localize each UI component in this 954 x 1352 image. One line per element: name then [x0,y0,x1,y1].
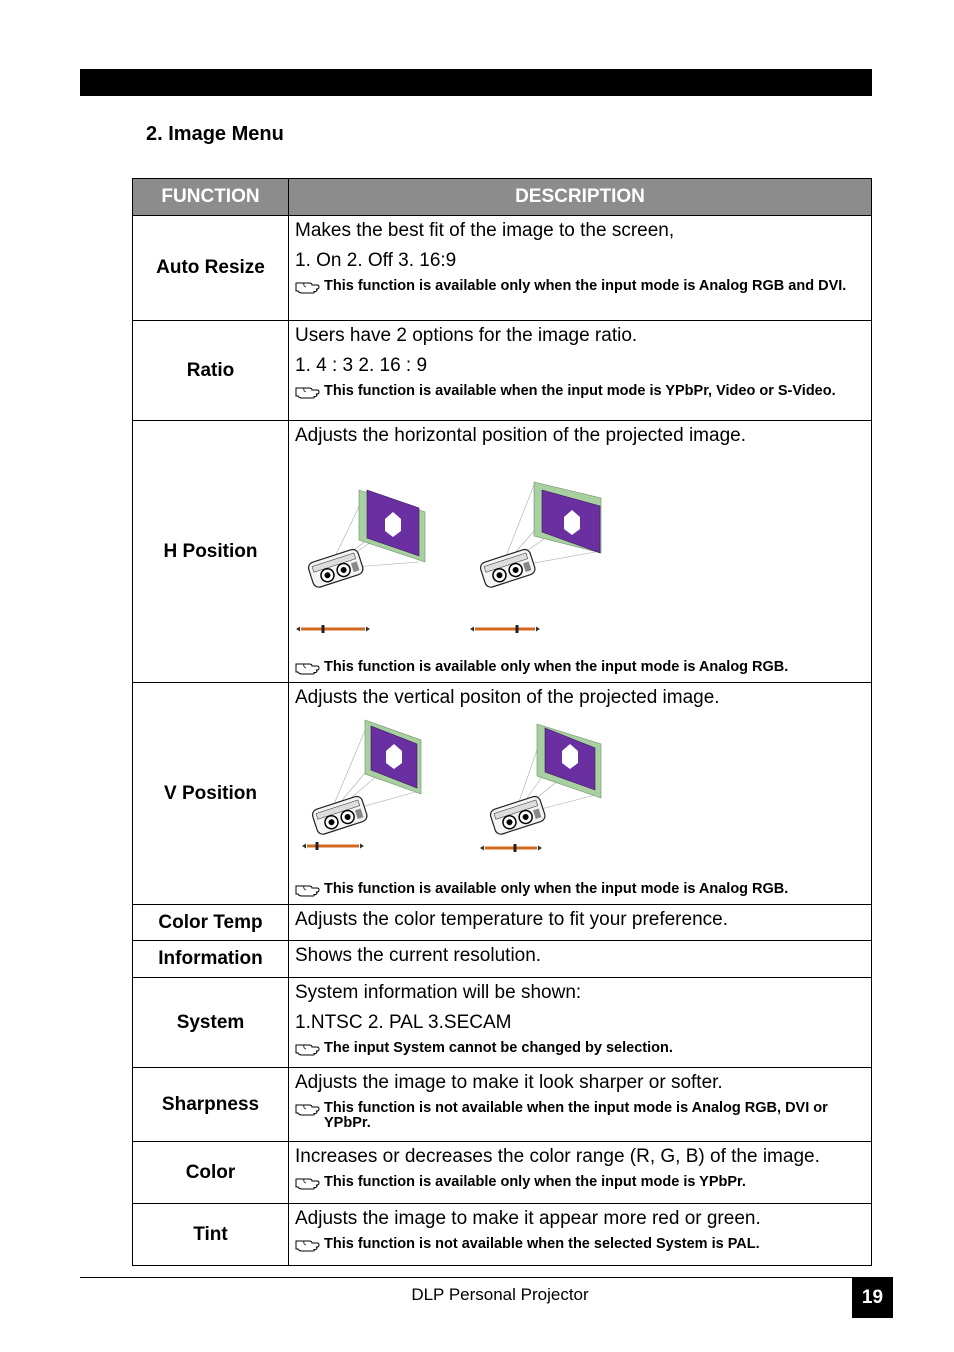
pointing-hand-icon [295,1237,321,1256]
function-name: Information [133,941,289,978]
description-line: Increases or decreases the color range (R, G, B) of the image. [295,1146,820,1167]
table-header-row [133,179,872,216]
function-name: H Position [133,421,289,683]
illustration [295,716,867,876]
h-position-illustration [289,454,864,654]
table-row [133,905,872,941]
function-name: Color Temp [133,905,289,941]
note [295,1041,867,1060]
table-row [133,683,872,905]
note-text: This function is available only when the input mode is Analog RGB. [324,881,789,897]
image-menu-table [132,178,872,1266]
note [295,882,867,901]
note-text: This function is available only when the input mode is Analog RGB and DVI. [324,278,847,294]
table-row [133,1142,872,1204]
pointing-hand-icon [295,1041,321,1060]
pointing-hand-icon [295,384,321,403]
column-header-description: DESCRIPTION [289,179,872,216]
pointing-hand-icon [295,1101,321,1120]
function-name: Tint [133,1204,289,1266]
table-row [133,1068,872,1142]
note [295,660,867,679]
function-description [289,421,872,683]
description-line: Adjusts the image to make it appear more red or green. [295,1208,761,1229]
footer-rule [80,1277,852,1278]
description-line: Adjusts the color temperature to fit your preference. [295,909,728,930]
table-row [133,941,872,978]
function-description [289,321,872,421]
table-row [133,321,872,421]
description-line: Shows the current resolution. [295,945,542,966]
description-line: Adjusts the vertical positon of the projected image. [295,687,720,708]
function-name: Ratio [133,321,289,421]
function-description [289,683,872,905]
description-line: 1. 4 : 3 2. 16 : 9 [295,355,428,376]
note-text: This function is not available when the selected System is PAL. [324,1236,760,1252]
description-line: Makes the best fit of the image to the screen, [295,220,675,241]
section-title: 2. Image Menu [146,123,284,145]
note-text: This function is not available when the input mode is Analog RGB, DVI or YPbPr. [324,1100,828,1131]
function-description [289,216,872,321]
table-row [133,978,872,1068]
function-name: Sharpness [133,1068,289,1142]
illustration [295,454,867,654]
function-name: Auto Resize [133,216,289,321]
function-description [289,1204,872,1266]
table-row [133,216,872,321]
note-text: This function is available only when the input mode is YPbPr. [324,1174,746,1190]
description-line: 1.NTSC 2. PAL 3.SECAM [295,1012,512,1033]
function-name: System [133,978,289,1068]
pointing-hand-icon [295,660,321,679]
pointing-hand-icon [295,1175,321,1194]
table-row [133,1204,872,1266]
function-description [289,1068,872,1142]
note [295,1237,867,1256]
function-description [289,1142,872,1204]
function-description [289,978,872,1068]
description-line: Users have 2 options for the image ratio. [295,325,638,346]
header-bar [80,69,872,96]
function-description [289,941,872,978]
note [295,384,867,403]
pointing-hand-icon [295,882,321,901]
note-text: This function is available when the input mode is YPbPr, Video or S-Video. [324,383,836,399]
description-line: Adjusts the image to make it look sharper or softer. [295,1072,723,1093]
page-number: 19 [852,1277,893,1318]
description-line: 1. On 2. Off 3. 16:9 [295,250,457,271]
footer-title: DLP Personal Projector [411,1285,589,1304]
function-name: V Position [133,683,289,905]
column-header-function: FUNCTION [133,179,289,216]
description-line: System information will be shown: [295,982,582,1003]
function-name: Color [133,1142,289,1204]
table-row [133,421,872,683]
note-text: This function is available only when the input mode is Analog RGB. [324,659,789,675]
note [295,1175,867,1194]
v-position-illustration [289,716,864,876]
note [295,1101,867,1131]
description-line: Adjusts the horizontal position of the projected image. [295,425,746,446]
function-description [289,905,872,941]
note-text: The input System cannot be changed by selection. [324,1040,673,1056]
pointing-hand-icon [295,279,321,298]
note [295,279,867,298]
